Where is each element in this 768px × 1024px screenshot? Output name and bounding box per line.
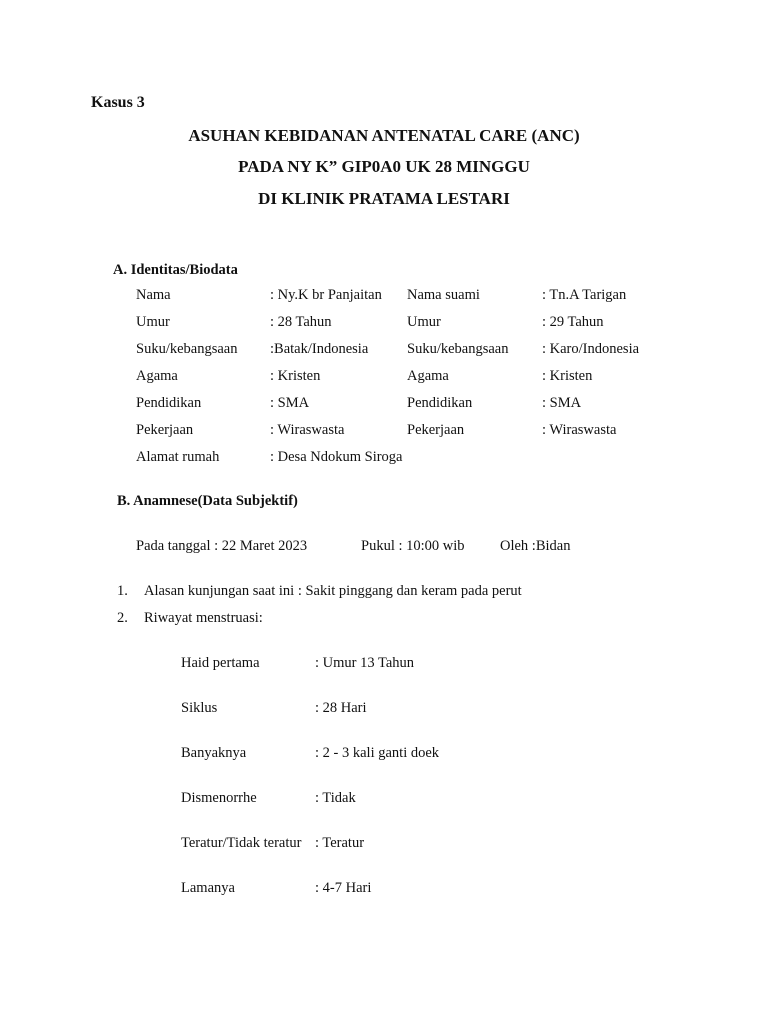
identity-value: : Ny.K br Panjaitan	[270, 287, 382, 303]
identity-label: Nama suami	[407, 287, 480, 303]
identity-label: Agama	[407, 368, 449, 384]
section-a-heading: A. Identitas/Biodata	[113, 262, 238, 278]
menstruation-value: : Tidak	[315, 790, 356, 806]
menstruation-value: : 2 - 3 kali ganti doek	[315, 745, 440, 761]
identity-label: Pekerjaan	[136, 422, 194, 438]
identity-label: Pekerjaan	[407, 422, 465, 438]
menstruation-label: Banyaknya	[181, 745, 247, 761]
identity-value: : Kristen	[542, 368, 593, 384]
identity-label: Alamat rumah	[136, 449, 220, 465]
list-item-text: Riwayat menstruasi:	[144, 610, 263, 626]
identity-label: Nama	[136, 287, 171, 303]
identity-value: :Batak/Indonesia	[270, 341, 369, 357]
identity-value: : SMA	[542, 395, 582, 411]
menstruation-value: : 4-7 Hari	[315, 880, 372, 896]
document-title-line-3: DI KLINIK PRATAMA LESTARI	[258, 189, 510, 208]
menstruation-label: Teratur/Tidak teratur	[181, 835, 302, 851]
list-item-number: 1.	[117, 583, 128, 599]
section-b-heading: B. Anamnese(Data Subjektif)	[117, 493, 298, 509]
identity-label: Umur	[136, 314, 170, 330]
identity-value: : 28 Tahun	[270, 314, 332, 330]
document-title-line-2: PADA NY K” GIP0A0 UK 28 MINGGU	[238, 157, 530, 176]
list-item-number: 2.	[117, 610, 128, 626]
identity-label: Pendidikan	[136, 395, 202, 411]
identity-value: : Tn.A Tarigan	[542, 287, 627, 303]
identity-value: : Wiraswasta	[542, 422, 617, 438]
identity-value: : Karo/Indonesia	[542, 341, 640, 357]
menstruation-label: Siklus	[181, 700, 218, 716]
case-label: Kasus 3	[91, 94, 145, 111]
identity-value: : Kristen	[270, 368, 321, 384]
list-item-text: Alasan kunjungan saat ini : Sakit pinggang dan keram pada perut	[144, 583, 522, 599]
identity-value: : Desa Ndokum Siroga	[270, 449, 403, 465]
menstruation-value: : 28 Hari	[315, 700, 367, 716]
menstruation-label: Dismenorrhe	[181, 790, 257, 806]
visit-examiner: Oleh :Bidan	[500, 538, 571, 554]
identity-value: : Wiraswasta	[270, 422, 345, 438]
identity-label: Agama	[136, 368, 178, 384]
identity-value: : SMA	[270, 395, 310, 411]
visit-time: Pukul : 10:00 wib	[361, 538, 465, 554]
menstruation-label: Lamanya	[181, 880, 235, 896]
identity-label: Pendidikan	[407, 395, 473, 411]
document-title-line-1: ASUHAN KEBIDANAN ANTENATAL CARE (ANC)	[188, 126, 580, 145]
identity-label: Umur	[407, 314, 441, 330]
identity-value: : 29 Tahun	[542, 314, 604, 330]
visit-date: Pada tanggal : 22 Maret 2023	[136, 538, 308, 554]
menstruation-value: : Teratur	[315, 835, 365, 851]
menstruation-value: : Umur 13 Tahun	[315, 655, 415, 671]
identity-label: Suku/kebangsaan	[407, 341, 509, 357]
menstruation-label: Haid pertama	[181, 655, 260, 671]
identity-label: Suku/kebangsaan	[136, 341, 238, 357]
